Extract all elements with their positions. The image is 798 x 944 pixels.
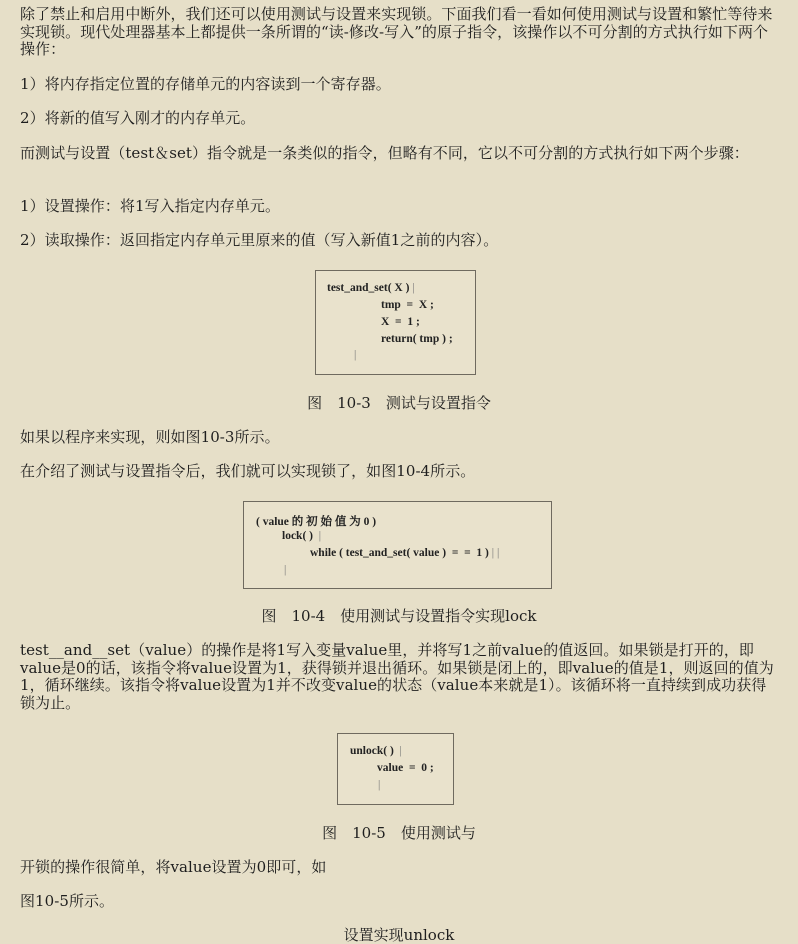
- code-line: value = 0 ;: [377, 762, 434, 774]
- brace-glyph: |: [393, 745, 402, 757]
- clipped-caption-continuation: 设置实现unlock: [343, 926, 455, 944]
- brace-glyph: |: [354, 349, 357, 361]
- code-line: unlock( ): [350, 745, 394, 757]
- code-line: lock( ): [282, 530, 313, 542]
- brace-glyph: | |: [488, 547, 500, 559]
- code-line: X = 1 ;: [381, 316, 420, 328]
- paragraph-test-and-set: 而测试与设置（test＆set）指令就是一条类似的指令，但略有不同，它以不可分割的方式执行如下两个步骤：: [20, 144, 749, 162]
- code-figure-10-4: [243, 501, 552, 589]
- paragraph-fig-ref: 图10-5所示。: [20, 892, 115, 910]
- code-line: test_and_set( X ): [327, 282, 410, 294]
- paragraph-step-2: 2）将新的值写入刚才的内存单元。: [20, 109, 256, 127]
- paragraph-explanation: test__and__set（value）的操作是将1写入变量value里，并将写1之前value的值返回。如果锁是打开的，即value是0的话，该指令将value设置为1，获得锁并退出循环。如果锁是闭上的，即value的值是1，则返回的值为1，循环继续。该指令将value设置为1并不改变value的状态（value本来就是1）。该循环将一直持续到成功获得锁为止。: [20, 641, 774, 712]
- code-line: return( tmp ) ;: [381, 333, 453, 345]
- brace-glyph: |: [378, 779, 381, 791]
- code-figure-10-3: [315, 270, 476, 375]
- paragraph-read-op: 2）读取操作：返回指定内存单元里原来的值（写入新值1之前的内容）。: [20, 231, 499, 249]
- paragraph-program: 如果以程序来实现，则如图10-3所示。: [20, 428, 280, 446]
- paragraph-lock-intro: 在介绍了测试与设置指令后，我们就可以实现锁了，如图10-4所示。: [20, 462, 476, 480]
- brace-glyph: |: [312, 530, 322, 542]
- brace-glyph: |: [409, 282, 415, 294]
- figure-caption-10-4: 图 10-4 使用测试与设置指令实现lock: [261, 607, 537, 625]
- paragraph-unlock: 开锁的操作很简单，将value设置为0即可，如: [20, 858, 327, 876]
- paragraph-intro: 除了禁止和启用中断外，我们还可以使用测试与设置来实现锁。下面我们看一看如何使用测试与设置和繁忙等待来实现锁。现代处理器基本上都提供一条所谓的“读-修改-写入”的原子指令，该操作以不可分割的方式执行如下两个操作：: [20, 5, 773, 58]
- code-line: ( value 的 初 始 值 为 0 ): [256, 516, 377, 528]
- brace-glyph: |: [284, 564, 287, 576]
- figure-caption-10-3: 图 10-3 测试与设置指令: [307, 394, 491, 412]
- code-line: tmp = X ;: [381, 299, 434, 311]
- figure-caption-10-5: 图 10-5 使用测试与: [322, 824, 476, 842]
- code-line: while ( test_and_set( value ) = = 1 ): [310, 547, 489, 559]
- code-figure-10-5: [337, 733, 454, 805]
- paragraph-step-1: 1）将内存指定位置的存储单元的内容读到一个寄存器。: [20, 75, 391, 93]
- paragraph-set-op: 1）设置操作：将1写入指定内存单元。: [20, 197, 280, 215]
